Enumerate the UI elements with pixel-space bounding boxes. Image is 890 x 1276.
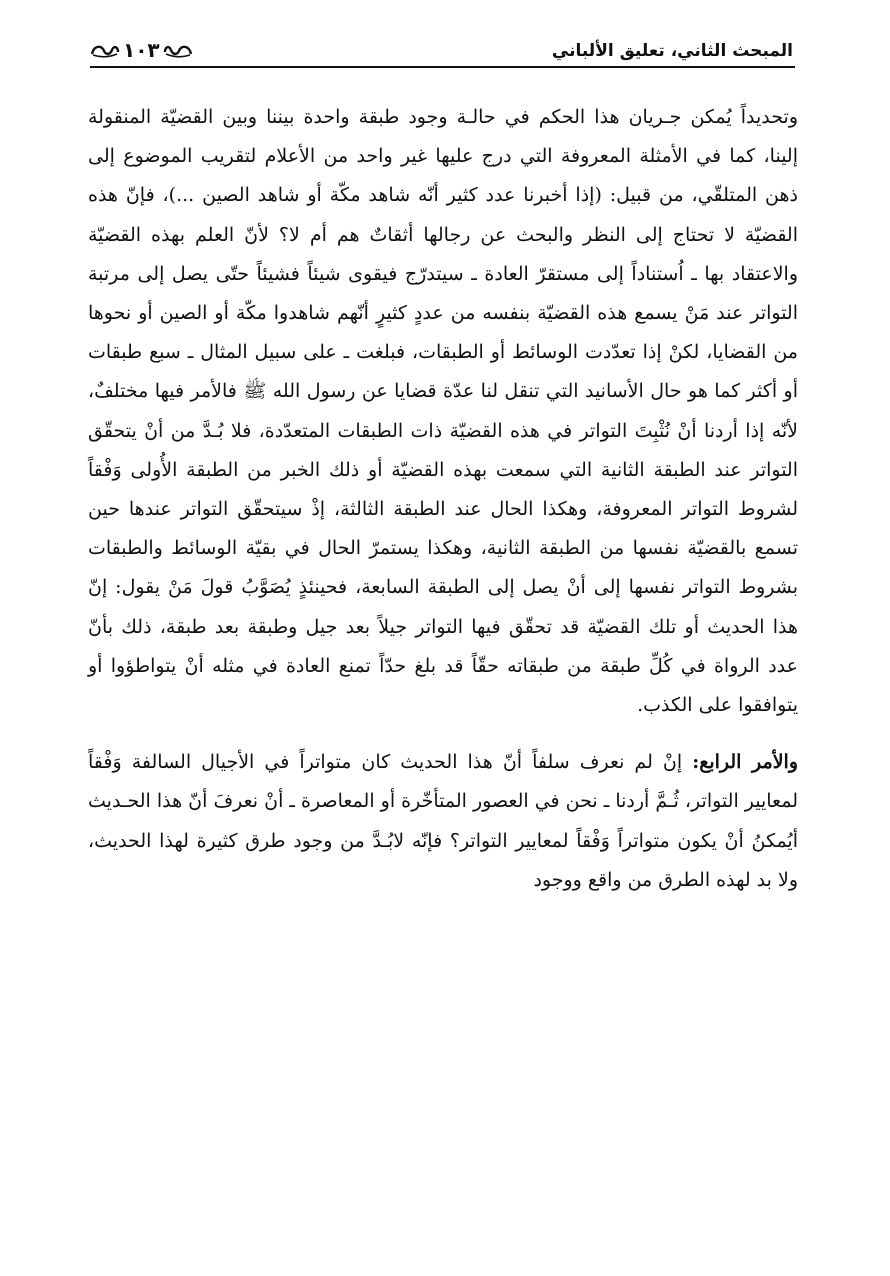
ornament-right-icon xyxy=(163,42,193,58)
page-number-marker xyxy=(90,38,193,62)
ornament-left-icon xyxy=(90,42,120,58)
paragraph-2 xyxy=(88,743,798,900)
page-number: ١٠٣ xyxy=(123,38,160,62)
page-body xyxy=(88,98,798,900)
paragraph-1: وتحديداً يُمكن جـريان هذا الحكم في حالـة وجود طبقة واحدة بيننا وبين القضيّة المنقولة إلينا، كما في الأمثلة المعروفة التي درج عليها غير واحد من الأعلام لتقريب الموضوع إلى ذهن المتلقّي، من قبيل: (إذا أخبرنا عدد كثير أنّه شاهد مكّة أو شاهد الصين ...)، فإنّ هذه القضيّة لا تحتاج إلى النظر والبحث عن رجالها أثقاتٌ هم أم لا؟ لأنّ العلم بهذه القضيّة والاعتقاد بها ـ اُستناداً إلى مستقرّ العادة ـ سيتدرّج فيقوى شيئاً فشيئاً حتّى يصل إلى مرتبة التواتر عند مَنْ يسمع هذه القضيّة بنفسه من عددٍ كثيرٍ أنّهم شاهدوا مكّة أو الصين أو نحوها من القضايا، لكنْ إذا تعدّدت الوسائط أو الطبقات، فبلغت ـ على سبيل المثال ـ سبع طبقات أو أكثر كما هو حال الأسانيد التي تنقل لنا عدّة قضايا عن رسول الله ﷺ فالأمر فيها مختلفٌ، لأنّه إذا أردنا أنْ نُثْبِتَ التواتر في هذه القضيّة ذات الطبقات المتعدّدة، فلا بُـدَّ من أنْ يتحقّق التواتر عند الطبقة الثانية التي سمعت بهذه القضيّة أو ذلك الخبر من الطبقة الأُولى وَفْقاً لشروط التواتر المعروفة، وهكذا الحال عند الطبقة الثالثة، إذْ سيتحقّق التواتر عندها حين تسمع بالقضيّة نفسها من الطبقة الثانية، وهكذا يستمرّ الحال في بقيّة الوسائط والطبقات بشروط التواتر نفسها إلى أنْ يصل إلى الطبقة السابعة، فحينئذٍ يُصَوَّبُ قولَ مَنْ يقول: إنّ هذا الحديث أو تلك القضيّة قد تحقّق فيها التواتر جيلاً بعد جيل وطبقة بعد طبقة، ذلك بأنّ عدد الرواة في كُلِّ طبقة من طبقاته حقّاً قد بلغ حدّاً تمنع العادة في مثله أنْ يتواطؤوا أو يتوافقوا على الكذب. xyxy=(88,106,798,717)
paragraph-2-text: إنْ لم نعرف سلفاً أنّ هذا الحديث كان متواتراً في الأجيال السالفة وَفْقاً لمعايير التواتر، ثُـمَّ أردنا ـ نحن في العصور المتأخّرة أو المعاصرة ـ أنْ نعرفَ أنّ هذا الحـديث أيُمكنُ أنْ يكون متواتراً وَفْقاً لمعايير التواتر؟ فإنّه لابُـدَّ من وجود طرق كثيرة لهذا الحديث، ولا بد لهذه الطرق من واقع ووجود xyxy=(88,751,798,891)
paragraph-2-lead: والأمر الرابع: xyxy=(692,751,798,774)
page-header xyxy=(90,26,795,68)
running-header-title: المبحث الثاني، تعليق الألباني xyxy=(551,41,793,61)
